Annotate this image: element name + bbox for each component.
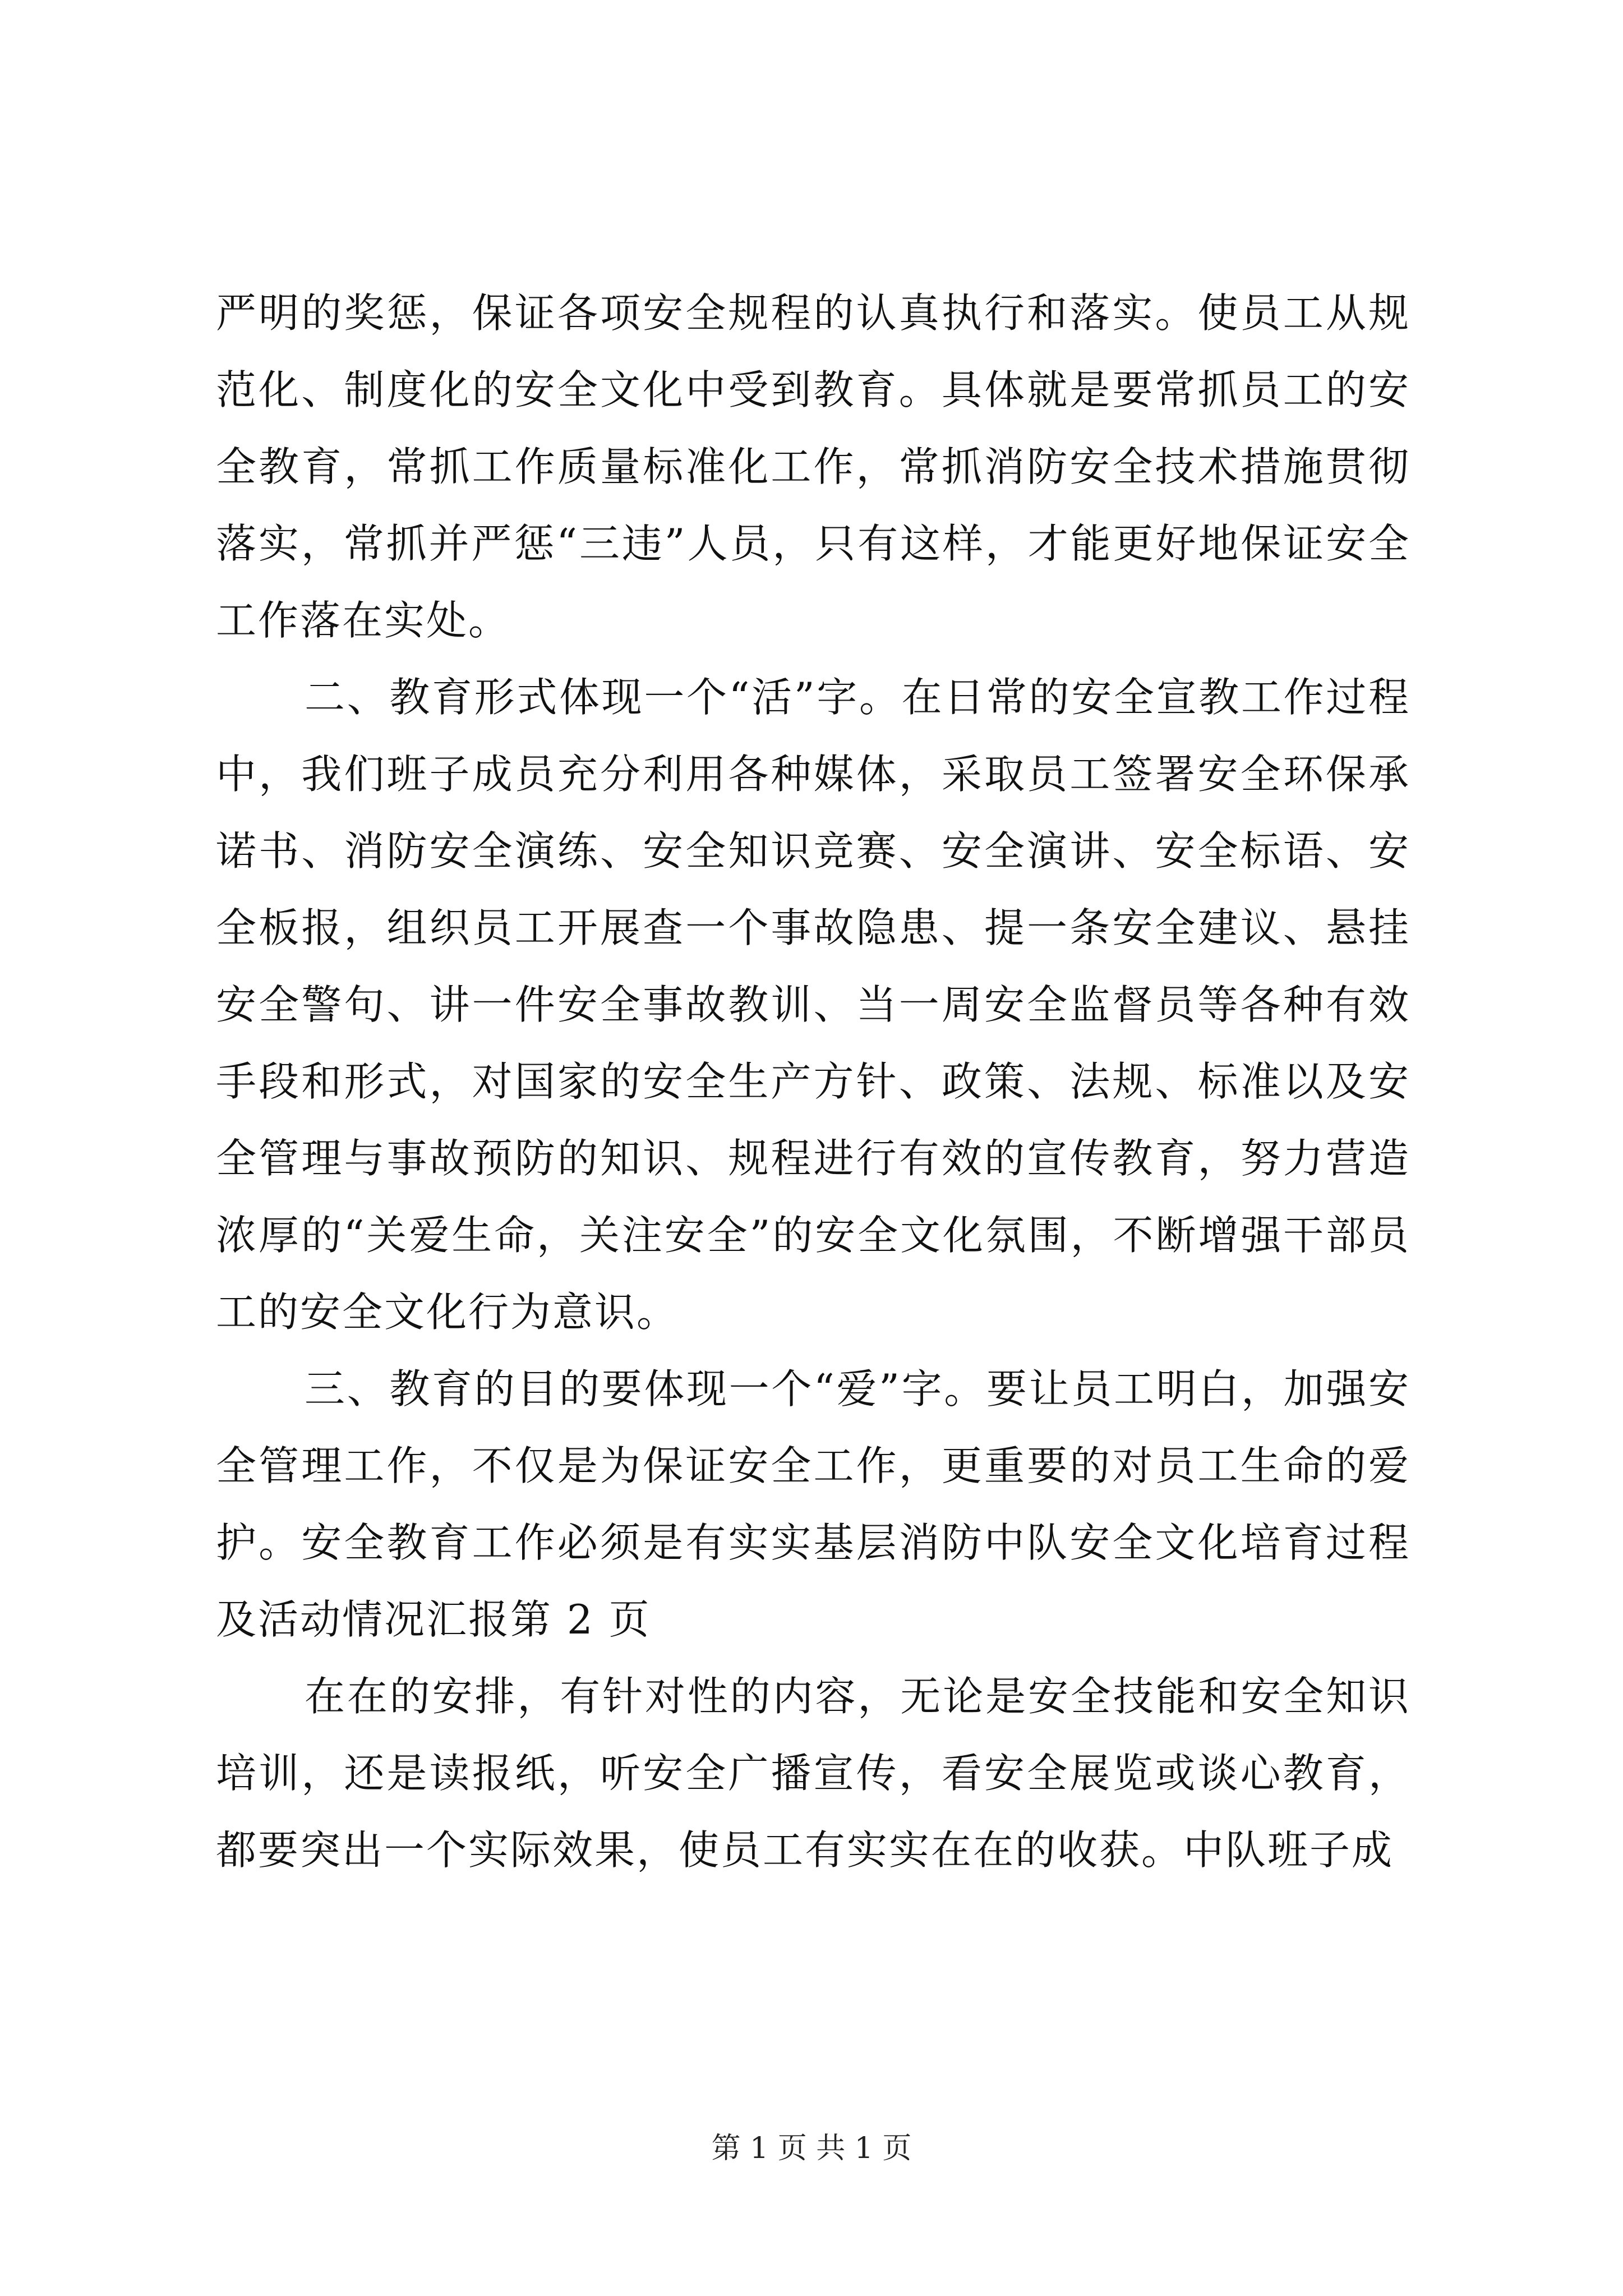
page-number-footer: 第 1 页 共 1 页 bbox=[711, 2132, 912, 2165]
paragraph-2: 二、教育形式体现一个“活”字。在日常的安全宣教工作过程中，我们班子成员充分利用各种媒体，采取员工签署安全环保承诺书、消防安全演练、安全知识竞赛、安全演讲、安全标语、安全板报，组织员工开展查一个事故隐患、提一条安全建议、悬挂安全警句、讲一件安全事故教训、当一周安全监督员等各种有效手段和形式，对国家的安全生产方针、政策、法规、标准以及安全管理与事故预防的知识、规程进行有效的宣传教育，努力营造浓厚的“关爱生命，关注安全”的安全文化氛围，不断增强干部员工的安全文化行为意识。 bbox=[216, 674, 1410, 1336]
document-body bbox=[216, 275, 1410, 1889]
paragraph-3: 三、教育的目的要体现一个“爱”字。要让员工明白，加强安全管理工作，不仅是为保证安全工作，更重要的对员工生命的爱护。安全教育工作必须是有实实基层消防中队安全文化培育过程及活动情况汇报第 2 页 bbox=[216, 1365, 1410, 1643]
paragraph-1: 严明的奖惩，保证各项安全规程的认真执行和落实。使员工从规范化、制度化的安全文化中受到教育。具体就是要常抓员工的安全教育，常抓工作质量标准化工作，常抓消防安全技术措施贯彻落实，常抓并严惩“三违”人员，只有这样，才能更好地保证安全工作落在实处。 bbox=[216, 289, 1410, 644]
paragraph-4: 在在的安排，有针对性的内容，无论是安全技能和安全知识培训，还是读报纸，听安全广播宣传，看安全展览或谈心教育，都要突出一个实际效果，使员工有实实在在的收获。中队班子成 bbox=[216, 1673, 1410, 1874]
